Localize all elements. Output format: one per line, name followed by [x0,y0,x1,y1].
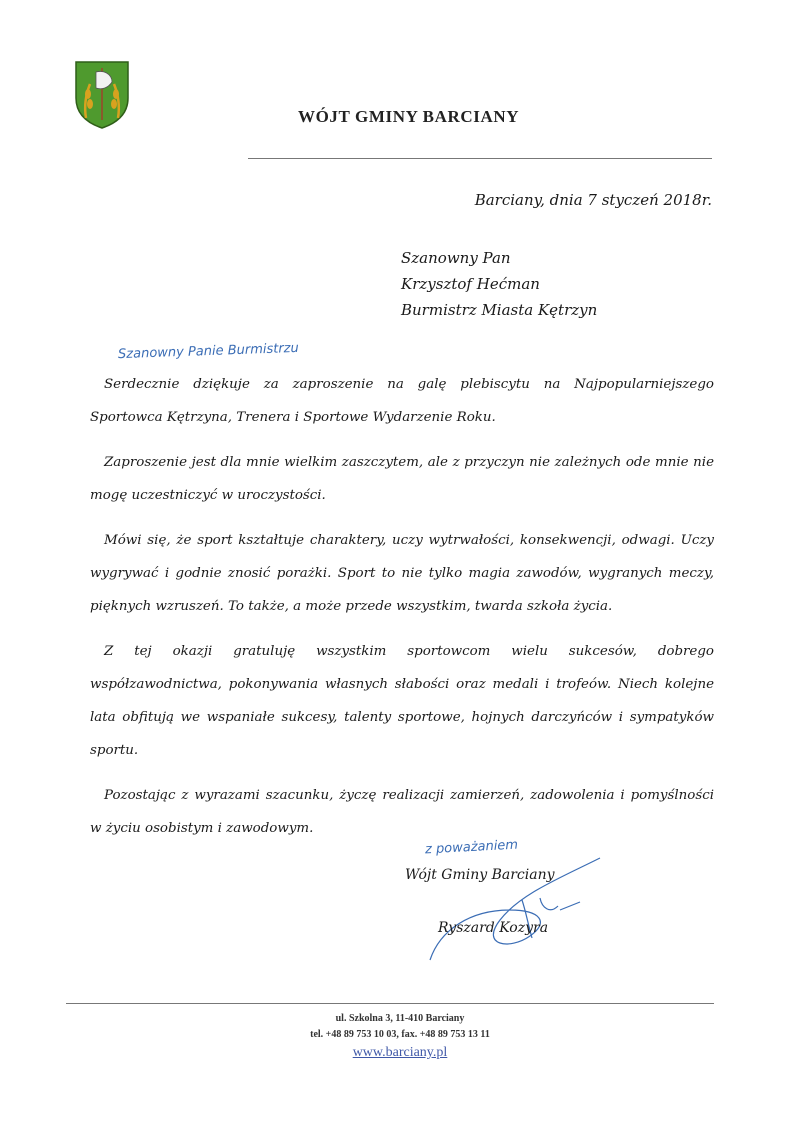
letter-body [90,368,714,857]
addressee-name: Krzysztof Hećman [401,275,540,293]
website-link[interactable]: www.barciany.pl [352,1045,448,1060]
handwritten-salutation: Szanowny Panie Burmistrzu [117,340,299,363]
paragraph: Mówi się, że sport kształtuje charaktery, uczy wytrwałości, konsekwencji, odwagi. Uczy wygrywać i godnie znosić porażki. Sport to nie tylko magia zawodów, wygranych meczy, pięknych wzruszeń. To także, a może przede wszystkim, twarda szkoła życia. [90,533,714,614]
addressee-title: Burmistrz Miasta Kętrzyn [401,301,598,319]
signatory-name: Ryszard Kozyra [438,920,549,936]
coat-of-arms-icon [74,60,130,130]
addressee-block [401,245,597,323]
footer-divider [66,1003,714,1004]
letter-date: Barciany, dnia 7 styczeń 2018r. [474,191,712,209]
paragraph: Pozostając z wyrazami szacunku, życzę realizacji zamierzeń, zadowolenia i pomyślności w życiu osobistym i zawodowym. [90,788,714,836]
footer [0,1011,800,1063]
addressee-line: Szanowny Pan [401,249,511,267]
paragraph: Zaproszenie jest dla mnie wielkim zaszczytem, ale z przyczyn nie zależnych ode mnie nie mogę uczestniczyć w uroczystości. [90,455,714,503]
signatory-office: Wójt Gminy Barciany [405,867,555,883]
footer-phones: tel. +48 89 753 10 03, fax. +48 89 753 13 11 [310,1029,490,1040]
header-divider [248,158,712,159]
handwritten-closing: z poważaniem [424,837,519,858]
paragraph: Z tej okazji gratuluję wszystkim sportowcom wielu sukcesów, dobrego współzawodnictwa, pokonywania własnych słabości oraz medali i trofeów. Niech kolejne lata obfitują we wspaniałe sukcesy, talenty sportowe, hojnych darczyńców i sympatyków sportu. [90,644,714,758]
footer-address: ul. Szkolna 3, 11-410 Barciany [335,1013,465,1024]
paragraph: Serdecznie dziękuje za zaproszenie na galę plebiscytu na Najpopularniejszego Sportowca Kętrzyna, Trenera i Sportowe Wydarzenie Roku. [90,377,714,425]
organization-title: WÓJT GMINY BARCIANY [298,107,520,126]
